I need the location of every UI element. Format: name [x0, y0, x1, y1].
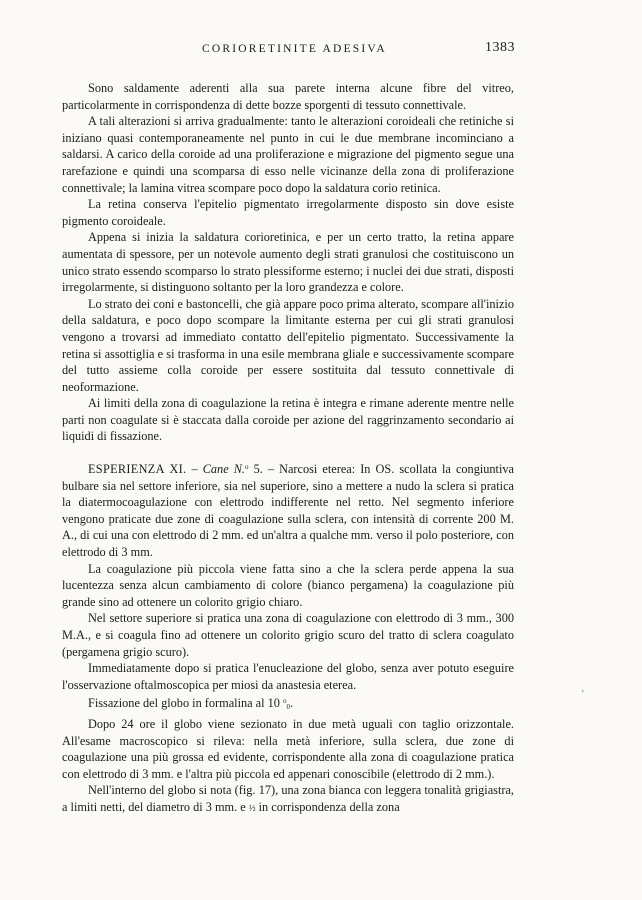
- paragraph-6: Ai limiti della zona di coagulazione la retina è integra e rimane aderente mentre nelle parti non coagulate si è staccata dalla coroide per azione del raggrinzamento secondario ai liquidi di fissazione.: [62, 396, 514, 444]
- margin-mark: ,: [581, 683, 584, 693]
- experiment-label: ESPERIENZA XI.: [88, 462, 187, 477]
- paragraph-11: [62, 693, 514, 716]
- paragraph-1: Sono saldamente aderenti alla sua parete interna alcune fibre del vitreo, particolarmente in corrispondenza di dette bozze sporgenti di tessuto connettivale.: [62, 81, 514, 112]
- experiment-text: 5. – Narcosi eterea: In OS. scollata la congiuntiva bulbare sia nel settore inferiore, sia nel superiore, sino a mettere a nudo la sclera si pratica la diatermocoagulazione con elettrodo indifferente nel retto. Nel segmento inferiore vengono praticate due zone di coagulazione sulla sclera, con intensità di corrente 200 M. A., di cui una con elettrodo di 2 mm. ed un'altra a qualche mm. verso il polo posteriore, con elettrodo di 3 mm.: [62, 462, 514, 560]
- paragraph-11-end: .: [290, 696, 294, 711]
- experiment-case-sup: o: [245, 463, 249, 472]
- paragraph-9: Nel settore superiore si pratica una zona di coagulazione con elettrodo di 3 mm., 300 M.A., e si coagula fino ad ottenere un colorito grigio scuro del tratto di sclera coagulato (pergamena grigio scuro).: [62, 611, 514, 659]
- experiment-paragraph: [62, 459, 514, 561]
- paragraph-12: Dopo 24 ore il globo viene sezionato in due metà uguali con taglio orizzontale. All'esame macroscopico si rileva: nella metà inferiore, sulla sclera, due zone di coagulazione una più grossa ed evidente, corrispondente alla zona di coagulazione pratica con elettrodo di 3 mm. e l'altra più piccola ed appenari conoscibile (elettrodo di 2 mm.).: [62, 716, 514, 781]
- paragraph-13-end: in corrispondenza della zona: [255, 799, 400, 814]
- experiment-case: Cane N.: [202, 462, 246, 477]
- paragraph-11-text: Fissazione del globo in formalina al 10: [88, 696, 284, 711]
- paragraph-13-text: Nell'interno del globo si nota (fig. 17), una zona bianca con leggera tonalità grigiastra, a limiti netti, del diametro di 3 mm. e: [62, 783, 514, 814]
- page-number: 1383: [485, 40, 515, 55]
- body-text: [62, 80, 514, 817]
- paragraph-2: A tali alterazioni si arriva gradualmente: tanto le alterazioni coroideali che retiniche si iniziano quasi contemporaneamente nel punto in cui le due membrane incominciano a saldarsi. A carico della coroide ad una proliferazione e migrazione del pigmento segue una rarefazione e quindi una scomparsa di esso nelle vicinanze della zona di proliferazione connettivale; la lamina vitrea scompare poco dopo la saldatura corio retinica.: [62, 114, 514, 195]
- experiment-separator: –: [186, 462, 203, 477]
- paragraph-8: La coagulazione più piccola viene fatta sino a che la sclera perde appena la sua lucentezza senza alcun cambiamento di colore (bianco pergamena) la coagulazione più grande sino ad ottenere un colorito grigio chiaro.: [62, 561, 514, 609]
- percent-sup: o: [283, 697, 287, 706]
- percent-sub: 0: [286, 703, 291, 712]
- fraction-half: ½: [248, 802, 256, 813]
- paragraph-10: Immediatamente dopo si pratica l'enucleazione del globo, senza aver potuto eseguire l'osservazione oftalmoscopica per miosi da anastesia eterea.: [62, 661, 514, 692]
- running-header: [62, 40, 514, 60]
- paragraph-4: Appena si inizia la saldatura corioretinica, e per un certo tratto, la retina appare aumentata di spessore, per un notevole aumento degli strati granulosi che costituiscono un unico strato essendo scomparso lo strato plessiforme esterno; i nuclei dei due strati, disposti irregolarmente, si distinguono soltanto per la loro grandezza e colore.: [62, 230, 514, 295]
- running-title: CORIORETINITE ADESIVA: [202, 43, 387, 55]
- paragraph-3: La retina conserva l'epitelio pigmentato irregolarmente disposto sin dove esiste pigmento coroideale.: [62, 197, 514, 228]
- paragraph-5: Lo strato dei coni e bastoncelli, che già appare poco prima alterato, scompare all'inizio della saldatura, e poco dopo scompare la limitante esterna per cui gli strati granulosi vengono a trovarsi ad immediato contatto dell'epitelio pigmentato. Successivamente la retina si assottiglia e si trasforma in una esile membrana gliale e successivamente scompare del tutto assieme colla coroide per essere sostituita dal tessuto connettivale di neoformazione.: [62, 296, 514, 394]
- paragraph-13: [62, 782, 514, 816]
